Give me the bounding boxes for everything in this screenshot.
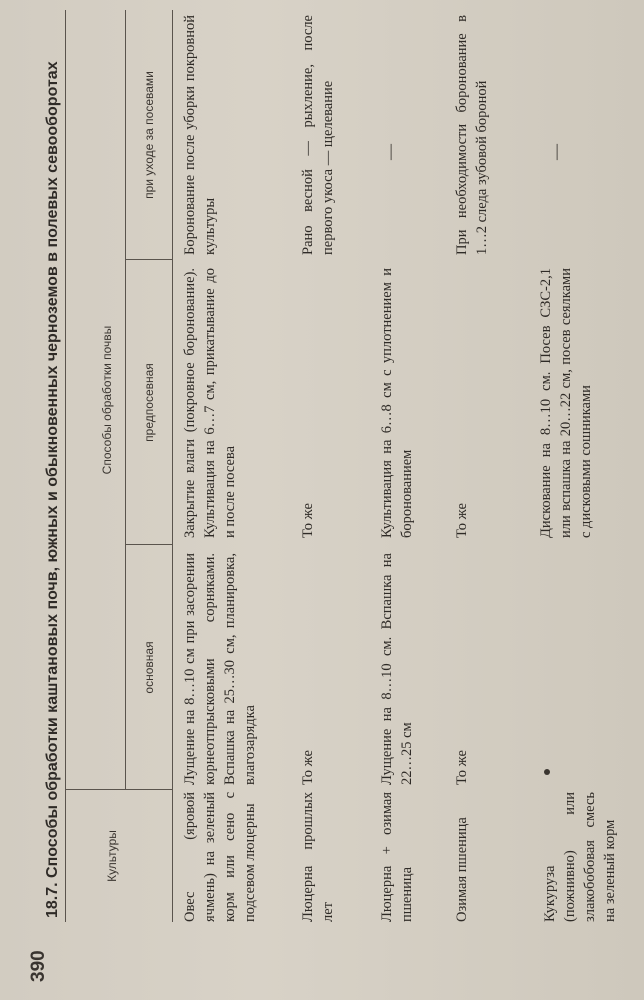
- header-bottom-rule: [172, 10, 173, 922]
- table-row-4-care: При необходимости боронование в 1…2 следа зубовой бороной: [454, 15, 490, 255]
- table-row-2-main: То же: [300, 750, 316, 785]
- table-row-3-presowing: Культивация на 6…8 см с уплотнением и боронованием: [379, 268, 415, 538]
- table-row-5-presowing: Дискование на 8…10 см. Посев СЗС-2,1 или вспашка на 20…22 см, посев сеялками с дисковыми сошниками: [538, 268, 594, 538]
- table-row-5-crop-text: Кукуруза (пожнивно) или злакобобовая смесь на зеленый корм: [542, 792, 618, 922]
- table-top-rule: [65, 10, 66, 922]
- header-methods: Способы обработки почвы: [100, 325, 114, 475]
- table-title: 18.7. Способы обработки каштановых почв, южных и обыкновенных черноземов в полевых севооборотах: [44, 61, 61, 918]
- header-care: при уходе за посевами: [142, 71, 156, 199]
- table-row-1-main: Лущение на 8…10 см при засорении корнеотпрысковыми сорняками. Вспашка на 25…30 см, планировка, влагозарядка: [182, 553, 258, 785]
- table-row-1-care: Боронование после уборки покровной культуры: [182, 15, 218, 255]
- table-row-1-crop: Овес (яровой ячмень) на зеленый корм или сено с подсевом люцерны: [182, 792, 258, 922]
- table-row-3-crop: Люцерна + озимая пшеница: [379, 792, 415, 922]
- header-crops: Культуры: [105, 830, 119, 882]
- header-methods-rule: [125, 10, 126, 790]
- table-row-5-crop: [540, 792, 620, 922]
- table-row-5-care: —: [548, 144, 565, 160]
- table-row-1-presowing: Закрытие влаги (покровное боронование). Культивация на 6…7 см, прикатывание до и после посева: [182, 268, 238, 538]
- header-presowing: предпосевная: [142, 363, 156, 442]
- table-row-4-crop: Озимая пшеница: [454, 817, 470, 922]
- table-row-4-main: То же: [454, 750, 470, 785]
- table-row-3-main: Лущение на 8…10 см. Вспашка на 22…25 см: [379, 553, 415, 785]
- page-number: 390: [28, 950, 49, 982]
- table-row-2-presowing: То же: [300, 503, 316, 538]
- table-row-2-crop: Люцерна прошлых лет: [300, 792, 336, 922]
- table-row-4-presowing: То же: [454, 503, 470, 538]
- header-main: основная: [142, 641, 156, 694]
- row-5-marker-dot: [544, 769, 550, 775]
- table-row-2-care: Рано весной — рыхление, после первого укоса — щелевание: [300, 15, 336, 255]
- table-row-3-care: —: [382, 144, 399, 160]
